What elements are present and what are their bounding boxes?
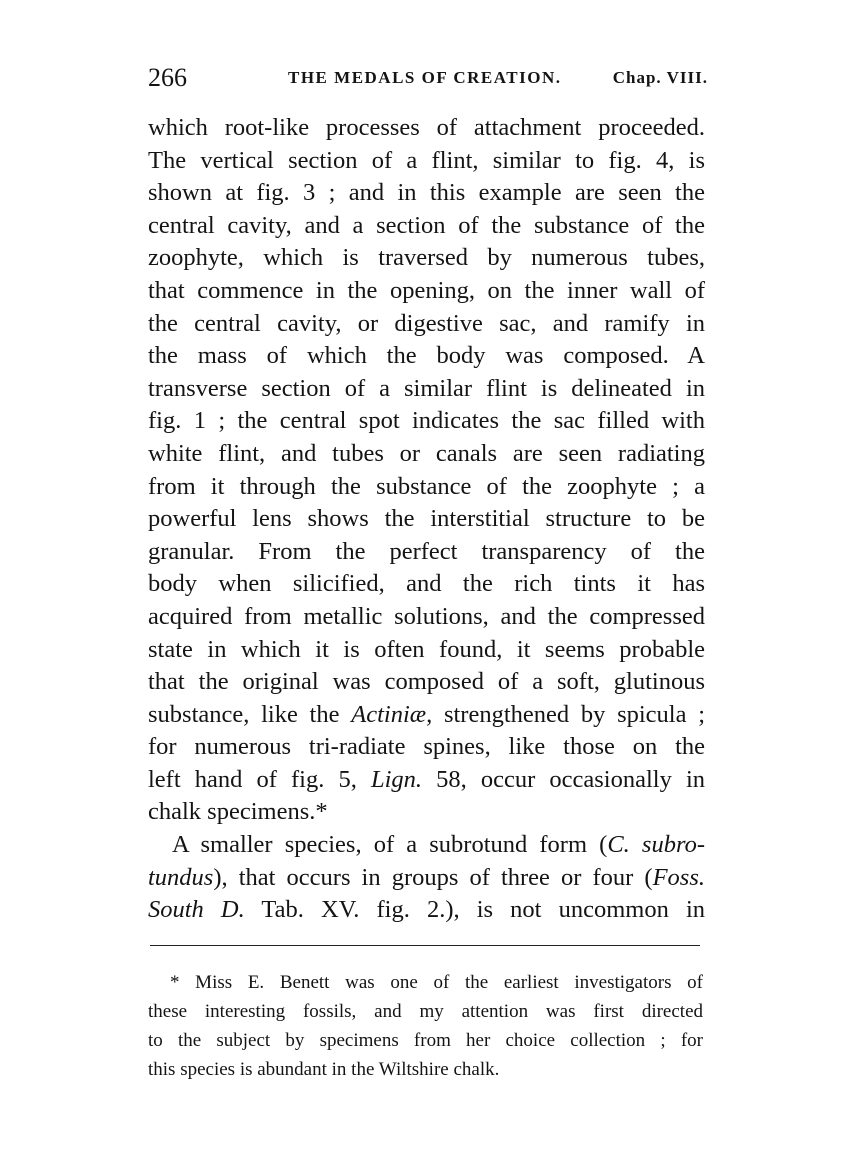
- italic-term-species: C. subro-: [607, 831, 705, 859]
- body-text: [148, 112, 705, 927]
- text-line: the central cavity, or digestive sac, and ramify in: [148, 309, 705, 337]
- footnote-line: * Miss E. Benett was one of the earliest investigators of: [170, 972, 703, 993]
- text-line: [148, 894, 705, 927]
- text-line: that commence in the opening, on the inner wall of: [148, 276, 705, 304]
- text-line: zoophyte, which is traversed by numerous tubes,: [148, 244, 705, 272]
- text-run: 58, occur occasionally in: [422, 765, 705, 793]
- text-line: that the original was composed of a soft, glutinous: [148, 668, 705, 696]
- footnote-line: this species is abundant in the Wiltshire chalk.: [148, 1059, 500, 1080]
- text-line: for numerous tri-radiate spines, like those on the: [148, 733, 705, 761]
- footnote: [148, 968, 703, 1084]
- text-line: [148, 829, 705, 862]
- text-run: left hand of fig. 5,: [148, 765, 371, 793]
- text-run: A smaller species, of a subrotund form (: [172, 831, 608, 859]
- italic-term-foss: Foss.: [652, 863, 705, 891]
- italic-term-actiniae: Actiniæ,: [351, 700, 433, 728]
- text-line: [148, 699, 705, 732]
- running-head: [148, 58, 708, 98]
- text-line: [148, 764, 705, 797]
- text-line: shown at fig. 3 ; and in this example are seen the: [148, 179, 705, 207]
- text-line: transverse section of a similar flint is delineated in: [148, 374, 705, 402]
- footnote-line: to the subject by specimens from her choice collection ; for: [148, 1030, 703, 1051]
- text-line: body when silicified, and the rich tints it has: [148, 570, 705, 598]
- text-line: [148, 862, 705, 895]
- chapter-label: Chap. VIII.: [612, 68, 708, 87]
- text-line: the mass of which the body was composed. A: [148, 342, 705, 370]
- text-run: ), that occurs in groups of three or four (: [213, 863, 653, 891]
- text-line: state in which it is often found, it seems probable: [148, 635, 705, 663]
- text-line: granular. From the perfect transparency of the: [148, 537, 705, 565]
- text-line: chalk specimens.*: [148, 798, 328, 826]
- text-line: acquired from metallic solutions, and the compressed: [148, 602, 705, 630]
- text-line: from it through the substance of the zoophyte ; a: [148, 472, 705, 500]
- text-line: white flint, and tubes or canals are seen radiating: [148, 439, 705, 467]
- text-line: which root-like processes of attachment proceeded.: [148, 114, 705, 141]
- text-line: The vertical section of a flint, similar to fig. 4, is: [148, 146, 705, 174]
- text-line: central cavity, and a section of the substance of the: [148, 211, 705, 239]
- text-run: Tab. XV. fig. 2.), is not uncommon in: [244, 896, 706, 924]
- text-line: powerful lens shows the interstitial structure to be: [148, 505, 705, 533]
- footnote-rule: [150, 945, 700, 946]
- text-run: strengthened by spicula ;: [432, 700, 706, 728]
- page-number: 266: [148, 63, 187, 92]
- italic-term-south-d: South D.: [148, 896, 245, 924]
- footnote-line: these interesting fossils, and my attention was first directed: [148, 1001, 703, 1022]
- italic-term-species: tundus: [148, 863, 214, 891]
- text-run: substance, like the: [148, 700, 352, 728]
- text-line: fig. 1 ; the central spot indicates the sac filled with: [148, 407, 705, 435]
- running-title: THE MEDALS OF CREATION.: [288, 68, 562, 87]
- italic-term-lign: Lign.: [370, 765, 423, 793]
